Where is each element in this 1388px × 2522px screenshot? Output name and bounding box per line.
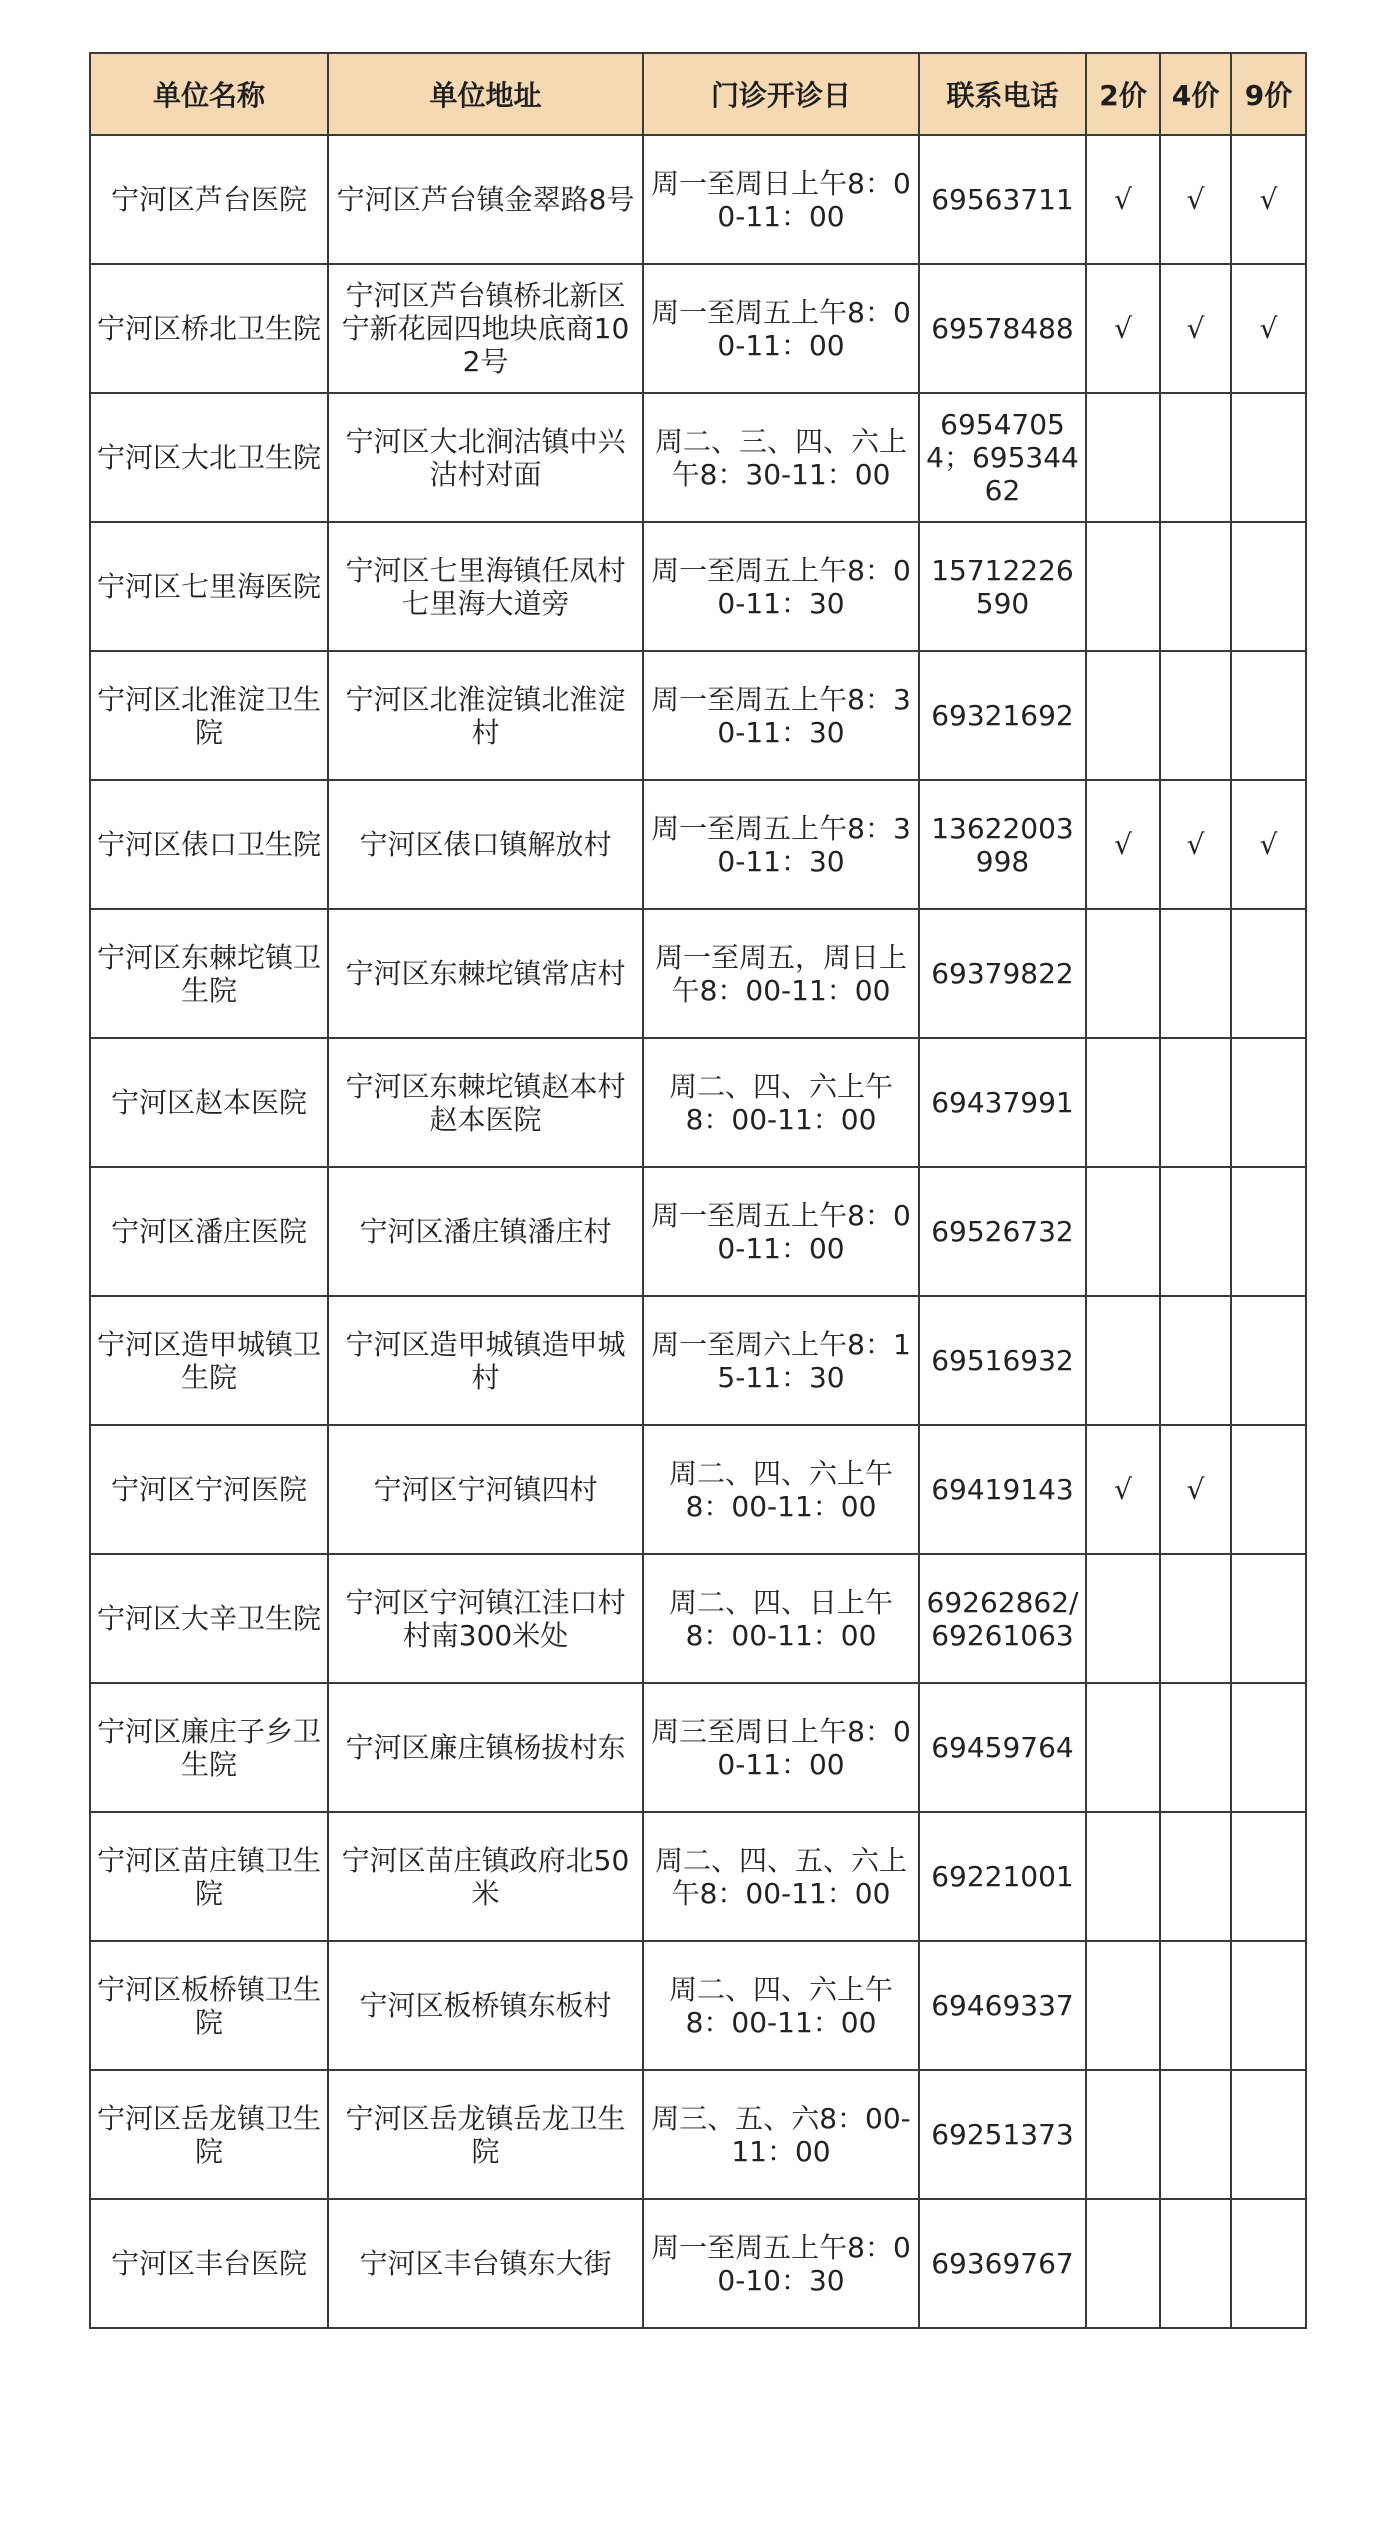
table-row xyxy=(90,651,1306,780)
table-row xyxy=(90,909,1306,1038)
unit-address-cell: 宁河区丰台镇东大街 xyxy=(328,2199,643,2328)
valent-9-cell: √ xyxy=(1231,135,1306,264)
table-row xyxy=(90,780,1306,909)
valent-2-cell xyxy=(1086,909,1160,1038)
unit-name-cell: 宁河区芦台医院 xyxy=(90,135,328,264)
clinic-days-cell: 周二、三、四、六上午8：30-11：00 xyxy=(643,393,919,522)
clinic-days-cell: 周三至周日上午8：00-11：00 xyxy=(643,1683,919,1812)
valent-9-cell xyxy=(1231,909,1306,1038)
header-phone: 联系电话 xyxy=(919,53,1086,135)
clinic-days-cell: 周二、四、六上午8：00-11：00 xyxy=(643,1425,919,1554)
valent-9-cell xyxy=(1231,393,1306,522)
valent-9-cell xyxy=(1231,2070,1306,2199)
valent-9-cell xyxy=(1231,1038,1306,1167)
header-unit-address: 单位地址 xyxy=(328,53,643,135)
unit-name-cell: 宁河区赵本医院 xyxy=(90,1038,328,1167)
valent-4-cell xyxy=(1160,1038,1231,1167)
valent-9-cell xyxy=(1231,1812,1306,1941)
phone-cell: 69221001 xyxy=(919,1812,1086,1941)
unit-name-cell: 宁河区大北卫生院 xyxy=(90,393,328,522)
table-row xyxy=(90,2199,1306,2328)
valent-2-cell xyxy=(1086,2199,1160,2328)
table-row xyxy=(90,1296,1306,1425)
valent-9-cell xyxy=(1231,651,1306,780)
valent-4-cell: √ xyxy=(1160,264,1231,393)
clinic-days-cell: 周二、四、六上午8：00-11：00 xyxy=(643,1038,919,1167)
clinic-days-cell: 周一至周六上午8：15-11：30 xyxy=(643,1296,919,1425)
valent-9-cell xyxy=(1231,1296,1306,1425)
unit-name-cell: 宁河区北淮淀卫生院 xyxy=(90,651,328,780)
valent-9-cell xyxy=(1231,1683,1306,1812)
unit-address-cell: 宁河区芦台镇金翠路8号 xyxy=(328,135,643,264)
phone-cell: 69578488 xyxy=(919,264,1086,393)
unit-address-cell: 宁河区宁河镇江洼口村村南300米处 xyxy=(328,1554,643,1683)
table-row xyxy=(90,1167,1306,1296)
table-row xyxy=(90,1941,1306,2070)
unit-address-cell: 宁河区苗庄镇政府北50米 xyxy=(328,1812,643,1941)
unit-address-cell: 宁河区岳龙镇岳龙卫生院 xyxy=(328,2070,643,2199)
header-2-valent: 2价 xyxy=(1086,53,1160,135)
phone-cell: 15712226590 xyxy=(919,522,1086,651)
table-row xyxy=(90,1038,1306,1167)
unit-name-cell: 宁河区七里海医院 xyxy=(90,522,328,651)
unit-name-cell: 宁河区板桥镇卫生院 xyxy=(90,1941,328,2070)
unit-address-cell: 宁河区北淮淀镇北淮淀村 xyxy=(328,651,643,780)
valent-2-cell xyxy=(1086,1038,1160,1167)
header-4-valent: 4价 xyxy=(1160,53,1231,135)
table-row xyxy=(90,2070,1306,2199)
valent-9-cell xyxy=(1231,1167,1306,1296)
phone-cell: 69369767 xyxy=(919,2199,1086,2328)
table-header-row xyxy=(90,53,1306,135)
clinic-days-cell: 周一至周五，周日上午8：00-11：00 xyxy=(643,909,919,1038)
valent-2-cell xyxy=(1086,393,1160,522)
unit-address-cell: 宁河区大北涧沽镇中兴沽村对面 xyxy=(328,393,643,522)
phone-cell: 69547054；69534462 xyxy=(919,393,1086,522)
clinic-days-cell: 周一至周日上午8：00-11：00 xyxy=(643,135,919,264)
table-row xyxy=(90,522,1306,651)
unit-name-cell: 宁河区宁河医院 xyxy=(90,1425,328,1554)
valent-4-cell: √ xyxy=(1160,135,1231,264)
unit-address-cell: 宁河区东棘坨镇赵本村赵本医院 xyxy=(328,1038,643,1167)
valent-2-cell: √ xyxy=(1086,264,1160,393)
valent-4-cell xyxy=(1160,1296,1231,1425)
phone-cell: 69419143 xyxy=(919,1425,1086,1554)
table-row xyxy=(90,393,1306,522)
valent-4-cell xyxy=(1160,1167,1231,1296)
valent-2-cell xyxy=(1086,1167,1160,1296)
unit-address-cell: 宁河区东棘坨镇常店村 xyxy=(328,909,643,1038)
clinic-days-cell: 周二、四、日上午8：00-11：00 xyxy=(643,1554,919,1683)
unit-address-cell: 宁河区板桥镇东板村 xyxy=(328,1941,643,2070)
unit-name-cell: 宁河区苗庄镇卫生院 xyxy=(90,1812,328,1941)
valent-2-cell xyxy=(1086,522,1160,651)
phone-cell: 69563711 xyxy=(919,135,1086,264)
valent-4-cell xyxy=(1160,1941,1231,2070)
phone-cell: 69526732 xyxy=(919,1167,1086,1296)
valent-4-cell xyxy=(1160,1554,1231,1683)
valent-4-cell xyxy=(1160,1683,1231,1812)
phone-cell: 69516932 xyxy=(919,1296,1086,1425)
clinic-days-cell: 周二、四、五、六上午8：00-11：00 xyxy=(643,1812,919,1941)
clinic-days-cell: 周三、五、六8：00-11：00 xyxy=(643,2070,919,2199)
valent-2-cell: √ xyxy=(1086,1425,1160,1554)
vaccination-clinic-table xyxy=(89,52,1307,2329)
table-row xyxy=(90,1812,1306,1941)
phone-cell: 69469337 xyxy=(919,1941,1086,2070)
phone-cell: 69459764 xyxy=(919,1683,1086,1812)
unit-address-cell: 宁河区宁河镇四村 xyxy=(328,1425,643,1554)
valent-4-cell: √ xyxy=(1160,1425,1231,1554)
phone-cell: 69437991 xyxy=(919,1038,1086,1167)
unit-address-cell: 宁河区芦台镇桥北新区宁新花园四地块底商102号 xyxy=(328,264,643,393)
valent-2-cell xyxy=(1086,1296,1160,1425)
valent-9-cell: √ xyxy=(1231,780,1306,909)
unit-address-cell: 宁河区七里海镇任凤村七里海大道旁 xyxy=(328,522,643,651)
table-row xyxy=(90,135,1306,264)
valent-9-cell xyxy=(1231,522,1306,651)
phone-cell: 13622003998 xyxy=(919,780,1086,909)
valent-9-cell: √ xyxy=(1231,264,1306,393)
valent-2-cell xyxy=(1086,1683,1160,1812)
valent-9-cell xyxy=(1231,1425,1306,1554)
clinic-days-cell: 周一至周五上午8：00-10：30 xyxy=(643,2199,919,2328)
valent-2-cell xyxy=(1086,1941,1160,2070)
valent-9-cell xyxy=(1231,1554,1306,1683)
valent-2-cell: √ xyxy=(1086,135,1160,264)
valent-2-cell xyxy=(1086,1812,1160,1941)
table-row xyxy=(90,264,1306,393)
unit-name-cell: 宁河区廉庄子乡卫生院 xyxy=(90,1683,328,1812)
unit-address-cell: 宁河区造甲城镇造甲城村 xyxy=(328,1296,643,1425)
table-row xyxy=(90,1683,1306,1812)
unit-address-cell: 宁河区俵口镇解放村 xyxy=(328,780,643,909)
phone-cell: 69379822 xyxy=(919,909,1086,1038)
unit-name-cell: 宁河区桥北卫生院 xyxy=(90,264,328,393)
clinic-days-cell: 周一至周五上午8：00-11：00 xyxy=(643,264,919,393)
phone-cell: 69251373 xyxy=(919,2070,1086,2199)
unit-name-cell: 宁河区丰台医院 xyxy=(90,2199,328,2328)
valent-4-cell xyxy=(1160,2070,1231,2199)
valent-2-cell xyxy=(1086,1554,1160,1683)
clinic-days-cell: 周一至周五上午8：30-11：30 xyxy=(643,651,919,780)
unit-name-cell: 宁河区俵口卫生院 xyxy=(90,780,328,909)
table-row xyxy=(90,1554,1306,1683)
unit-address-cell: 宁河区潘庄镇潘庄村 xyxy=(328,1167,643,1296)
clinic-days-cell: 周一至周五上午8：30-11：30 xyxy=(643,780,919,909)
unit-address-cell: 宁河区廉庄镇杨拔村东 xyxy=(328,1683,643,1812)
valent-2-cell xyxy=(1086,2070,1160,2199)
valent-4-cell xyxy=(1160,651,1231,780)
unit-name-cell: 宁河区潘庄医院 xyxy=(90,1167,328,1296)
clinic-days-cell: 周一至周五上午8：00-11：30 xyxy=(643,522,919,651)
clinic-days-cell: 周二、四、六上午8：00-11：00 xyxy=(643,1941,919,2070)
header-clinic-days: 门诊开诊日 xyxy=(643,53,919,135)
valent-2-cell: √ xyxy=(1086,780,1160,909)
unit-name-cell: 宁河区岳龙镇卫生院 xyxy=(90,2070,328,2199)
valent-4-cell xyxy=(1160,522,1231,651)
unit-name-cell: 宁河区造甲城镇卫生院 xyxy=(90,1296,328,1425)
valent-4-cell xyxy=(1160,393,1231,522)
unit-name-cell: 宁河区大辛卫生院 xyxy=(90,1554,328,1683)
table-body xyxy=(90,135,1306,2328)
phone-cell: 69262862/69261063 xyxy=(919,1554,1086,1683)
header-9-valent: 9价 xyxy=(1231,53,1306,135)
valent-4-cell: √ xyxy=(1160,780,1231,909)
valent-2-cell xyxy=(1086,651,1160,780)
valent-9-cell xyxy=(1231,2199,1306,2328)
valent-4-cell xyxy=(1160,2199,1231,2328)
valent-4-cell xyxy=(1160,1812,1231,1941)
header-unit-name: 单位名称 xyxy=(90,53,328,135)
valent-9-cell xyxy=(1231,1941,1306,2070)
unit-name-cell: 宁河区东棘坨镇卫生院 xyxy=(90,909,328,1038)
clinic-days-cell: 周一至周五上午8：00-11：00 xyxy=(643,1167,919,1296)
phone-cell: 69321692 xyxy=(919,651,1086,780)
table-row xyxy=(90,1425,1306,1554)
valent-4-cell xyxy=(1160,909,1231,1038)
